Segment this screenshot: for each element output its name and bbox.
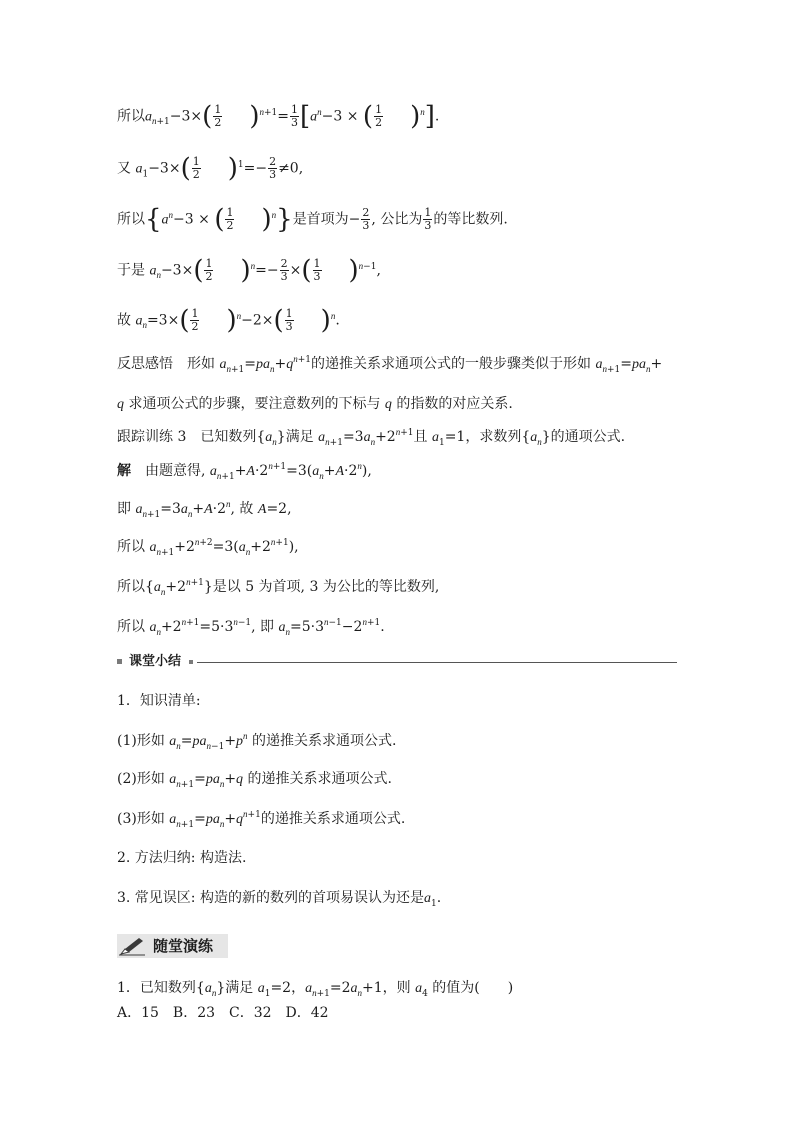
practice-question-1: 1．已知数列$\{a_n\}$满足 $a_1=2$，$a_{n+1}=2a_n+1$，则 $a_4$ 的值为( ) <box>117 980 514 999</box>
pencil-icon <box>119 936 145 956</box>
text: ，求数列{ <box>465 429 531 445</box>
summary-sub-2: (2)形如 $a_{n+1}=pa_n+q$ 的递推关系求通项公式. <box>117 771 392 790</box>
practice-banner <box>117 934 228 958</box>
text: 3. 常见误区: 构造的新的数列的首项易误认为还是 <box>117 890 424 906</box>
text: }的通项公式. <box>541 429 626 445</box>
text: 即 <box>117 501 131 517</box>
solution-line-3: 所以{$a^n-3$ × ( $\frac{1}{2}$ )$^n$}是首项为− $\frac{2}{3}$ , 公比为 $\frac{1}{3}$ 的等比数列. <box>117 204 508 235</box>
exercise-solution-line-5: 所以 $a_n+2^{n+1}=5\cdot 3^{n-1}$, 即 $a_n=5\cdot 3^{n-1}-2^{n+1}$. <box>117 617 385 637</box>
text: 所以 <box>117 539 145 555</box>
text: 于是 <box>117 262 145 279</box>
summary-section-header <box>117 652 677 672</box>
practice-options: A．15 B．23 C．32 D．42 <box>117 1005 329 1021</box>
reflection-heading: 反思感悟 <box>117 356 173 372</box>
text: , 公比为 <box>371 211 423 228</box>
exercise-heading: 跟踪训练 3 <box>117 429 187 445</box>
text: 的递推关系求通项公式. <box>252 733 397 749</box>
square-bullet-icon <box>117 659 122 664</box>
text: 已知数列{ <box>200 429 266 445</box>
section-title: 课堂小结 <box>129 654 182 669</box>
text: 的递推关系求通项公式的一般步骤类似于形如 <box>310 356 591 372</box>
text: }是以 5 为首项, 3 为公比的等比数列, <box>203 579 440 595</box>
text: 的递推关系求通项公式. <box>247 771 392 787</box>
solution-line-5: 故 $a_n=3\times$( $\frac{1}{2}$ )$^n$−2×( $\frac{1}{3}$ )$^n$. <box>117 305 340 336</box>
summary-item-1: 1．知识清单: <box>117 693 201 709</box>
summary-item-2: 2. 方法归纳: 构造法. <box>117 850 247 866</box>
text: , 即 <box>251 619 275 635</box>
text: 的递推关系求通项公式. <box>260 811 406 827</box>
summary-item-3: 3. 常见误区: 构造的新的数列的首项易误认为还是$a_1$. <box>117 890 442 909</box>
solution-line-4: 于是 $a_n-3\times$( $\frac{1}{2}$ )$^n$=− $\frac{2}{3}$ ×( $\frac{1}{3}$ )$^{n-1}$, <box>117 255 381 286</box>
text: 所以 <box>117 108 145 125</box>
summary-sub-3: (3)形如 $a_{n+1}=pa_n+q^{n+1}$的递推关系求通项公式. <box>117 809 406 830</box>
reflection-line-2: q 求通项公式的步骤，要注意数列的下标与 q 的指数的对应关系. <box>117 396 513 412</box>
exercise-solution-line-3: 所以 $a_{n+1}+2^{n+2}=3(a_n+2^{n+1})$, <box>117 537 299 558</box>
text: 形如 <box>187 356 215 372</box>
text: (1)形如 <box>117 733 165 749</box>
text: (3)形如 <box>117 811 165 827</box>
exercise-solution-line-1: 解 由题意得, $a_{n+1}+A\cdot 2^{n+1}=3(a_n+A\cdot 2^n)$, <box>117 461 372 482</box>
square-dot-icon <box>189 660 193 664</box>
solution-line-1: 所以$a_{n+1}-3\times$( $\frac{1}{2}$ )$^{n+1}$= $\frac{1}{3}$ [$a^n-3$ × ( $\frac{1}{2}$ )$^n$]. <box>117 101 440 132</box>
text: 由题意得, <box>145 463 206 479</box>
exercise-solution-line-2: 即 $a_{n+1}=3a_n+A\cdot 2^n$, 故 A=2, <box>117 499 292 520</box>
text: }满足 <box>216 980 254 996</box>
text: 所以{ <box>117 579 154 595</box>
text: }满足 <box>276 429 314 445</box>
text: 的指数的对应关系. <box>396 396 513 412</box>
exercise-solution-line-4: 所以$\{a_n+2^{n+1}\}$是以 5 为首项, 3 为公比的等比数列, <box>117 577 440 597</box>
text: ，则 <box>382 980 411 996</box>
text: , 故 <box>230 501 254 517</box>
reflection-line-1: 反思感悟 形如 $a_{n+1}=pa_n+q^{n+1}$的递推关系求通项公式的一般步骤类似于形如 $a_{n+1}=pa_n+$ <box>117 354 663 375</box>
text: 1．已知数列{ <box>117 980 205 996</box>
text: 求通项公式的步骤，要注意数列的下标与 <box>128 396 381 412</box>
text: 所以 <box>117 211 145 228</box>
text: 所以 <box>117 619 145 635</box>
text: 故 <box>117 312 131 329</box>
exercise-question: 跟踪训练 3 已知数列$\{a_n\}$满足 $a_{n+1}=3a_n+2^{n+1}$且 $a_1=1$，求数列$\{a_n\}$的通项公式. <box>117 427 626 448</box>
text: 的值为( ) <box>432 980 514 996</box>
summary-sub-1: (1)形如 $a_n=pa_{n-1}+p^n$ 的递推关系求通项公式. <box>117 731 397 752</box>
section-title: 随堂演练 <box>153 937 214 955</box>
text: 且 <box>413 429 428 445</box>
solution-heading: 解 <box>117 463 131 479</box>
solution-line-2: 又 $a_1-3\times$( $\frac{1}{2}$ )$^1$=− $\frac{2}{3}$ ≠0, <box>117 153 304 184</box>
divider <box>197 662 677 663</box>
text: 又 <box>117 160 131 177</box>
text: 的等比数列. <box>433 211 508 228</box>
text: 是首项为− <box>292 211 361 228</box>
text: ≠0, <box>278 160 304 177</box>
text: (2)形如 <box>117 771 165 787</box>
